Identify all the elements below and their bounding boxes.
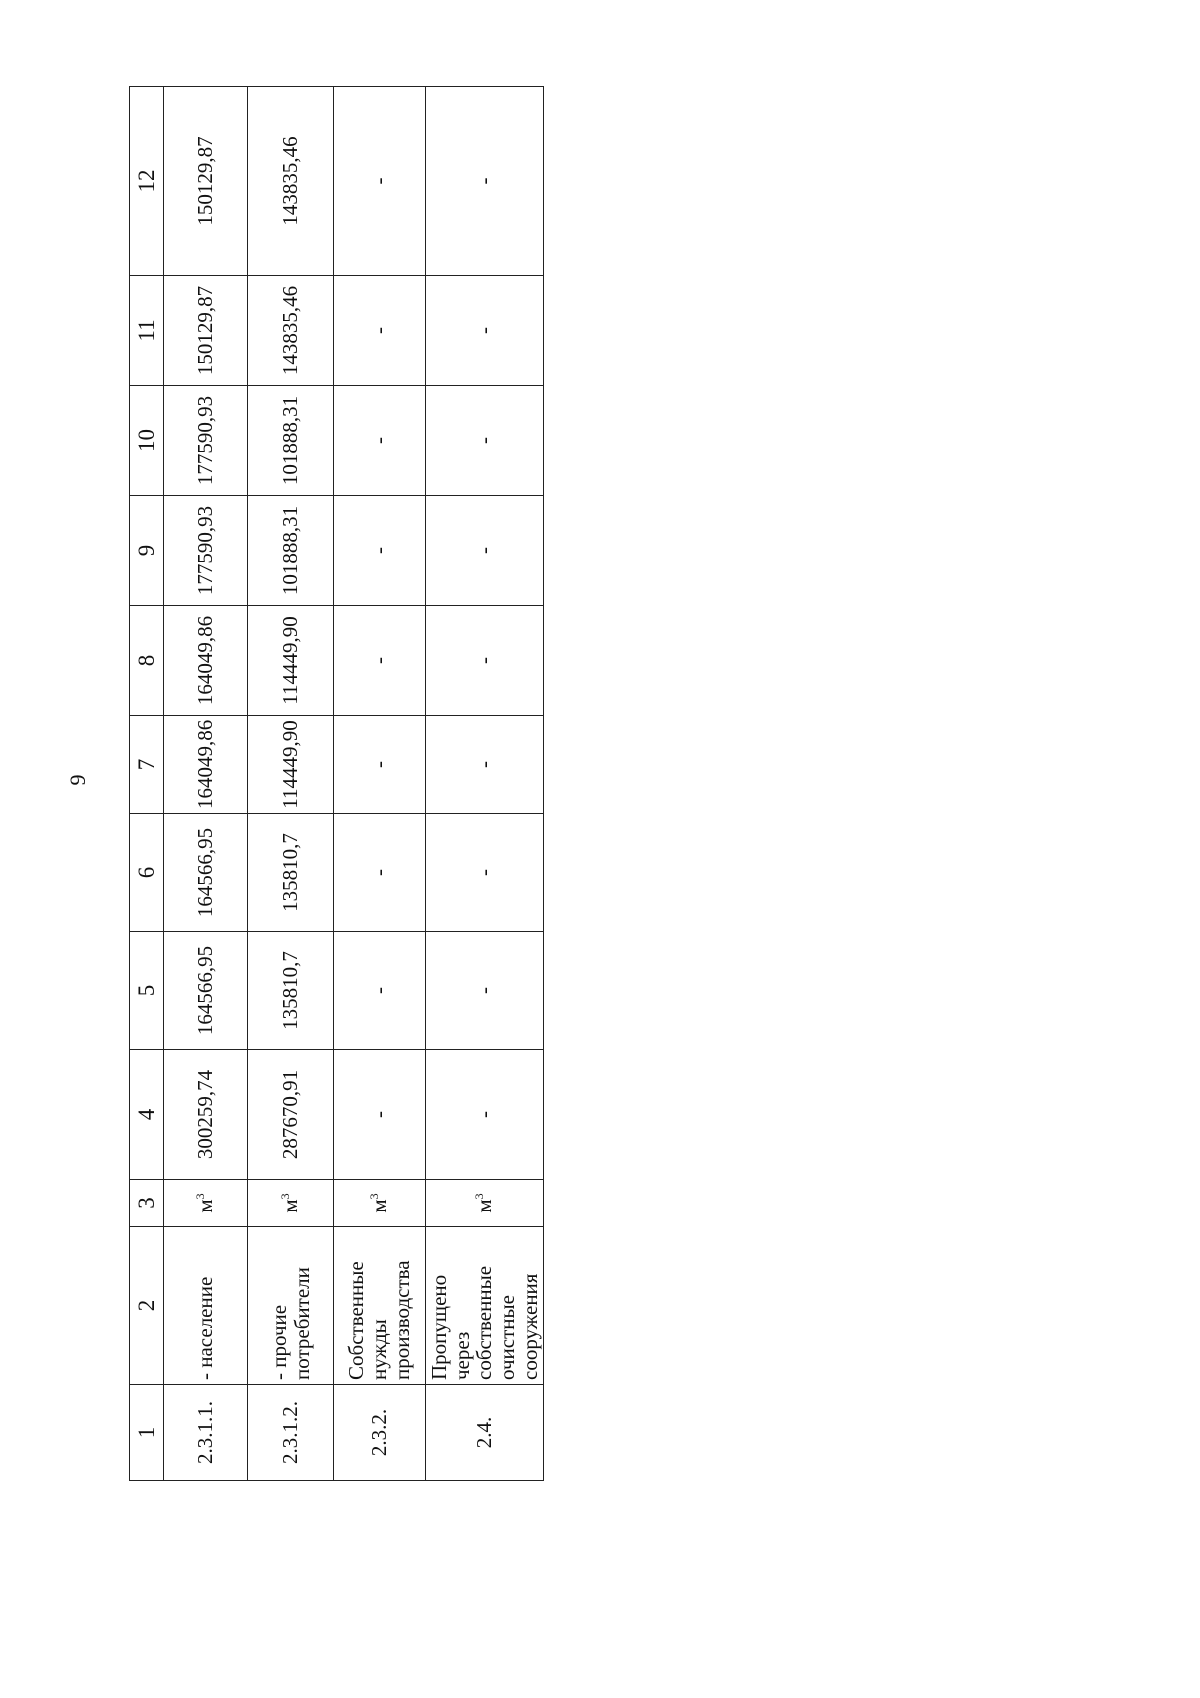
column-header: 2	[130, 1227, 164, 1385]
table-cell: -	[426, 716, 544, 814]
table-cell: 164049,86	[164, 716, 248, 814]
row-unit: $м^3$	[248, 1180, 334, 1227]
column-header: 9	[130, 496, 164, 606]
table-cell: -	[334, 496, 426, 606]
table-cell: -	[426, 606, 544, 716]
table-cell: 101888,31	[248, 496, 334, 606]
table-cell: 300259,74	[164, 1050, 248, 1180]
column-header: 5	[130, 932, 164, 1050]
table-cell: 135810,7	[248, 814, 334, 932]
row-code: 2.3.1.2.	[248, 1385, 334, 1481]
row-unit: $м^3$	[426, 1180, 544, 1227]
table-cell: 114449,90	[248, 716, 334, 814]
table-row	[248, 87, 334, 1481]
data-table	[129, 86, 544, 1481]
column-header: 1	[130, 1385, 164, 1481]
table-cell: 177590,93	[164, 386, 248, 496]
table-cell: -	[426, 932, 544, 1050]
table-cell: -	[334, 87, 426, 276]
table-cell: 143835,46	[248, 276, 334, 386]
table-row	[334, 87, 426, 1481]
table-cell: 150129,87	[164, 276, 248, 386]
table-cell: 150129,87	[164, 87, 248, 276]
column-header: 6	[130, 814, 164, 932]
table-cell: -	[426, 386, 544, 496]
table-cell: 135810,7	[248, 932, 334, 1050]
row-code: 2.3.2.	[334, 1385, 426, 1481]
table-row	[426, 87, 544, 1481]
column-header: 7	[130, 716, 164, 814]
table-cell: -	[426, 814, 544, 932]
row-code: 2.3.1.1.	[164, 1385, 248, 1481]
table-cell: -	[334, 716, 426, 814]
table-cell: 287670,91	[248, 1050, 334, 1180]
column-header: 8	[130, 606, 164, 716]
row-unit: $м^3$	[334, 1180, 426, 1227]
table-cell: -	[426, 496, 544, 606]
table-row	[164, 87, 248, 1481]
table-cell: 164566,95	[164, 814, 248, 932]
table-cell: -	[334, 932, 426, 1050]
table-cell: 114449,90	[248, 606, 334, 716]
table-cell: 101888,31	[248, 386, 334, 496]
row-unit: $м^3$	[164, 1180, 248, 1227]
table-header-row	[130, 87, 164, 1481]
table-cell: 143835,46	[248, 87, 334, 276]
row-name: Собственные нужды производства	[334, 1227, 426, 1385]
column-header: 12	[130, 87, 164, 276]
column-header: 4	[130, 1050, 164, 1180]
table-cell: 164566,95	[164, 932, 248, 1050]
column-header: 11	[130, 276, 164, 386]
row-name: - прочие потребители	[248, 1227, 334, 1385]
table-cell: -	[426, 276, 544, 386]
table-cell: -	[334, 606, 426, 716]
row-name: Пропущено через собственные очистные сооружения	[426, 1227, 544, 1385]
table-cell: 177590,93	[164, 496, 248, 606]
table-cell: -	[426, 87, 544, 276]
table-cell: -	[334, 814, 426, 932]
table-cell: -	[334, 386, 426, 496]
table-cell: 164049,86	[164, 606, 248, 716]
data-table-container	[129, 87, 542, 1481]
column-header: 3	[130, 1180, 164, 1227]
table-cell: -	[426, 1050, 544, 1180]
row-name: - население	[164, 1227, 248, 1385]
table-cell: -	[334, 1050, 426, 1180]
page-number: 9	[65, 774, 90, 786]
column-header: 10	[130, 386, 164, 496]
table-cell: -	[334, 276, 426, 386]
row-code: 2.4.	[426, 1385, 544, 1481]
